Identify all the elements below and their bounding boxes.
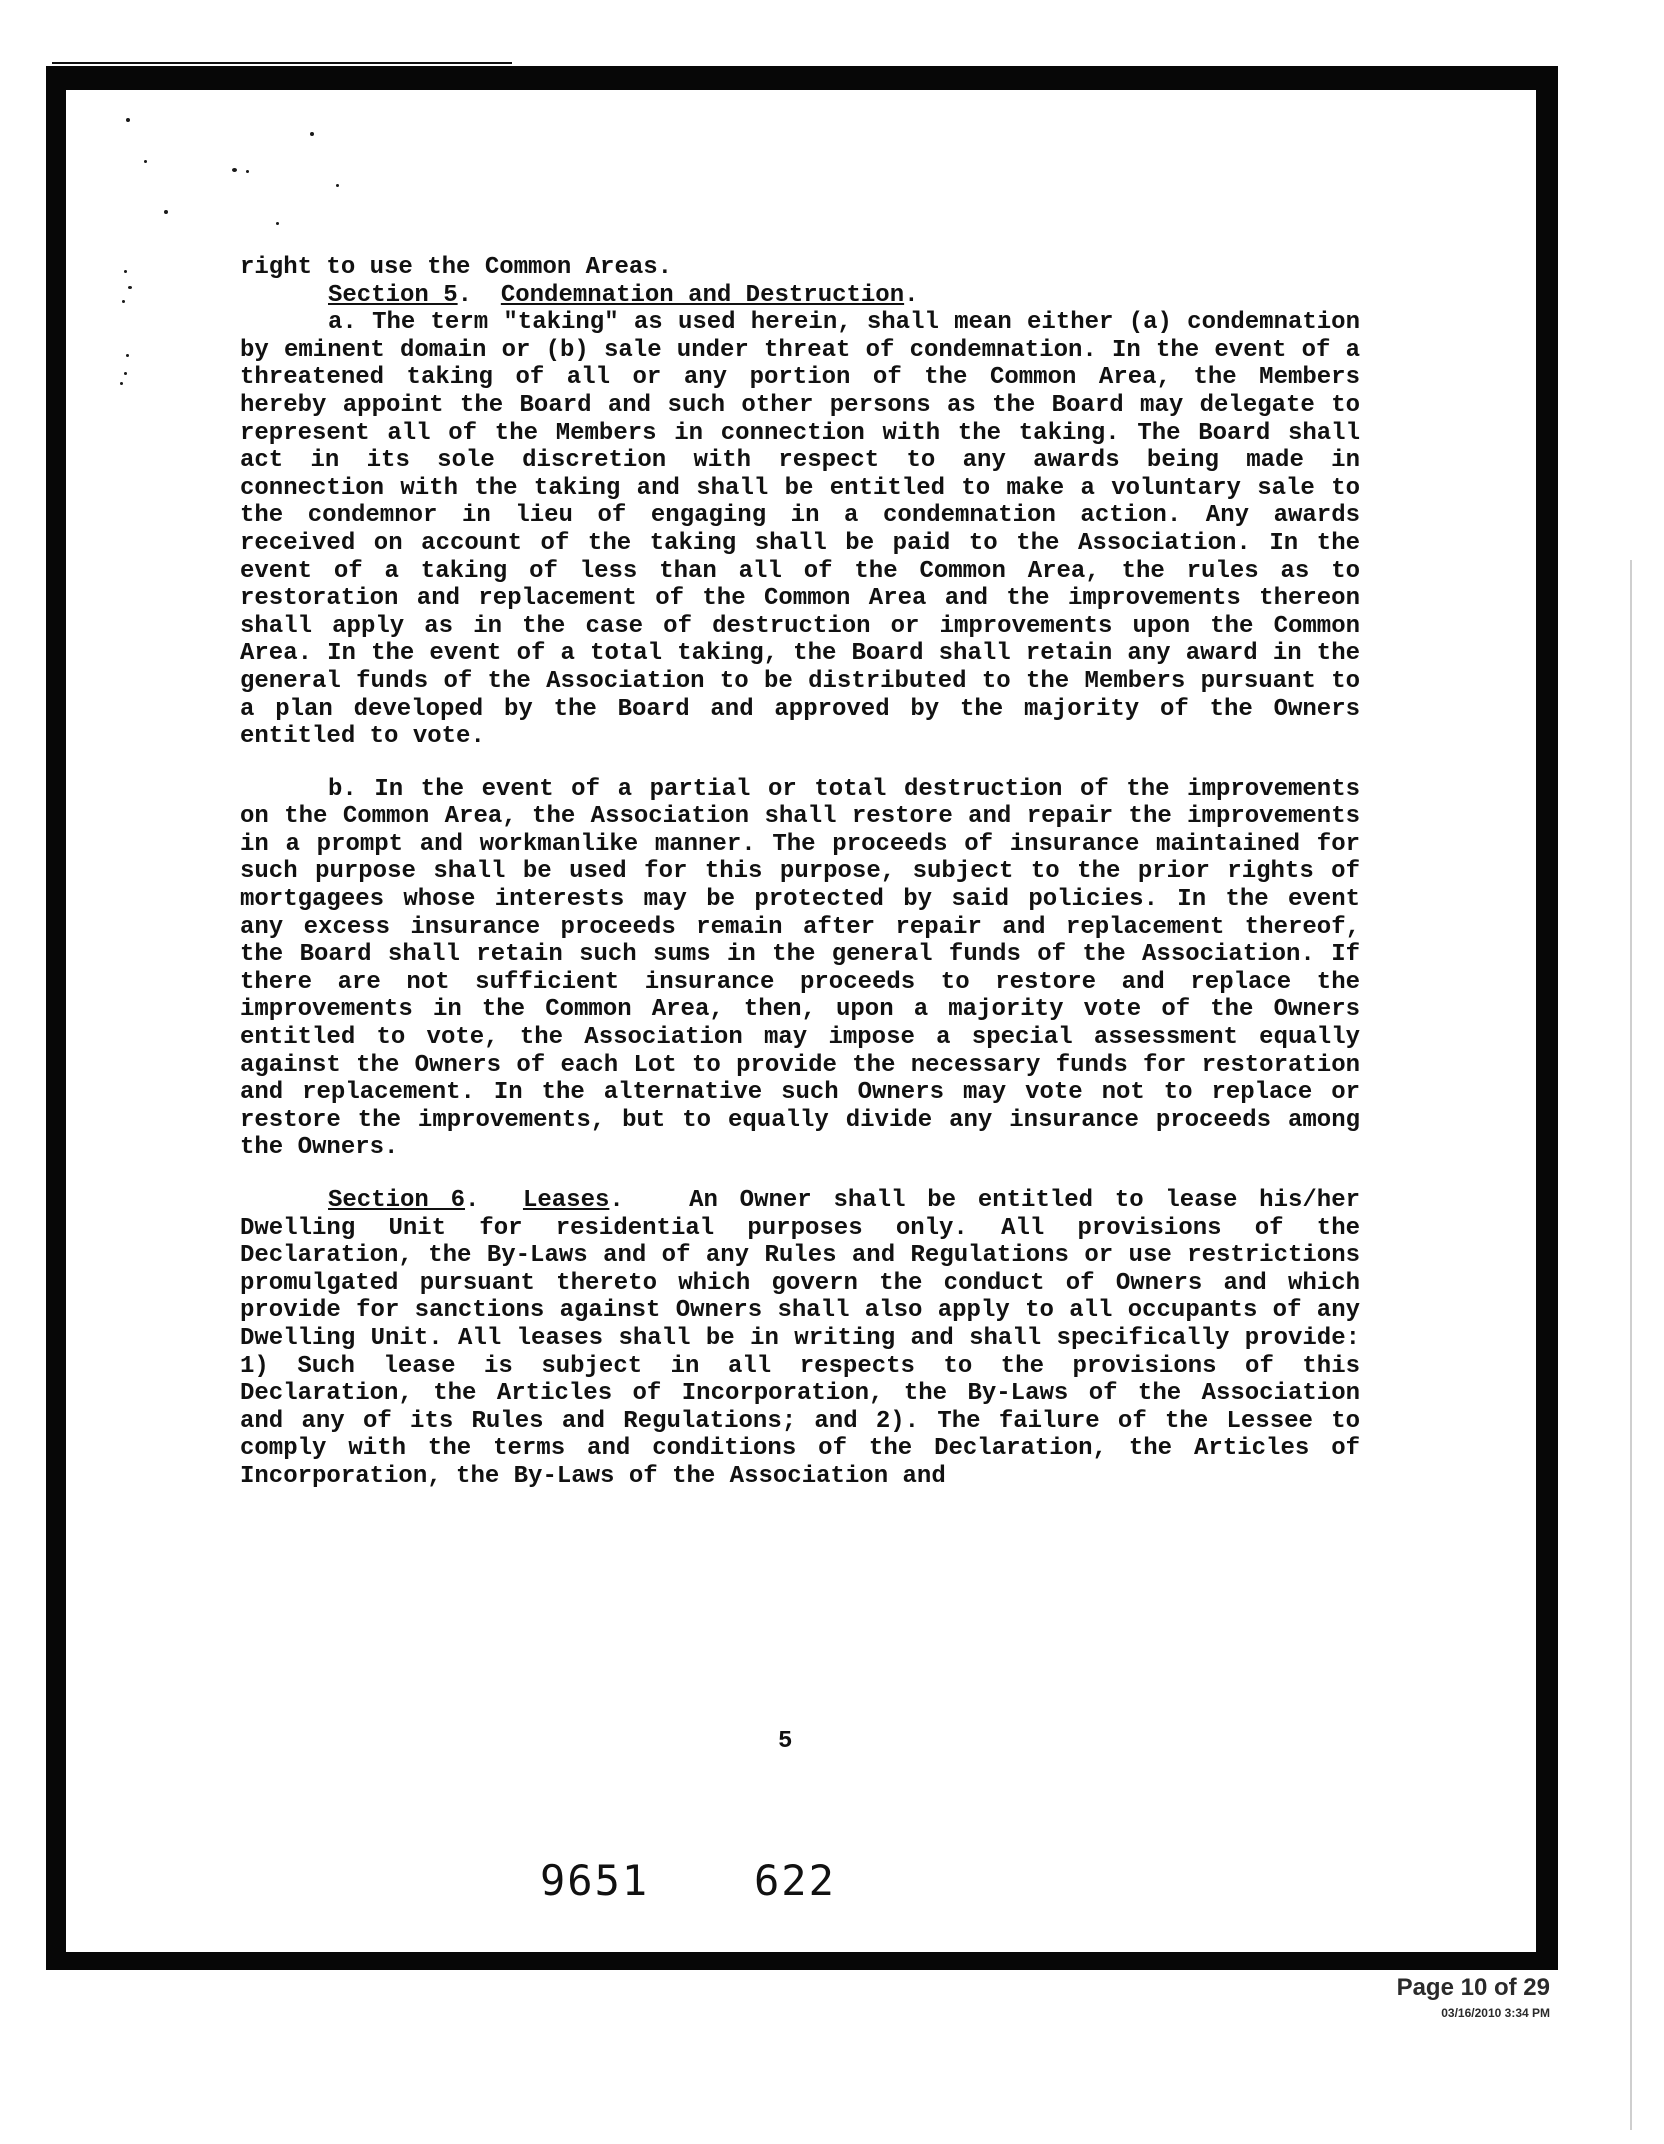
scan-speck: [124, 372, 127, 375]
scan-speck: [310, 132, 314, 136]
continuation-line: right to use the Common Areas.: [240, 254, 673, 281]
scan-speck: [232, 168, 237, 172]
paragraph-a: a. The term "taking" as used herein, shall mean either (a) condemnation by eminent domain or (b) sale under threat of condemnation. In the event of a threatened taking of all or any portion of the Common Area, the Members hereby appoint the Board and such other persons as the Board may delegate to represent all of the Members in connection with the taking. The Board shall act in its sole discretion with respect to any awards being made in connection with the taking and shall be entitled to make a voluntary sale to the condemnor in lieu of engaging in a condemnation action. Any awards received on account of the taking shall be paid to the Association. In the event of a taking of less than all of the Common Area, the rules as to restoration and replacement of the Common Area and the improvements thereon shall apply as in the case of destruction or improvements upon the Common Area. In the event of a total taking, the Board shall retain any award in the general funds of the Association to be distributed to the Members pursuant to a plan developed by the Board and approved by the majority of the Owners entitled to vote.: [240, 309, 1360, 751]
scan-speck: [144, 160, 147, 163]
section-6-title: Leases: [522, 1187, 610, 1214]
scan-speck: [126, 354, 129, 357]
page-edge-line: [1630, 560, 1632, 2130]
section-6-paragraph: Section 6. Leases. An Owner shall be entitled to lease his/her Dwelling Unit for residential purposes only. All provisions of the Declaration, the By-Laws and of any Rules and Regulations or use restrictions promulgated pursuant thereto which govern the conduct of Owners and which provide for sanctions against Owners shall also apply to all occupants of any Dwelling Unit. All leases shall be in writing and shall specifically provide: 1) Such lease is subject in all respects to the provisions of this Declaration, the Articles of Incorporation, the By-Laws of the Association and any of its Rules and Regulations; and 2). The failure of the Lessee to comply with the terms and conditions of the Declaration, the Articles of Incorporation, the By-Laws of the Association and: [240, 1187, 1361, 1490]
top-rule: [52, 62, 512, 64]
scan-speck: [164, 210, 168, 214]
scan-speck: [276, 222, 279, 225]
section-5-label: Section 5: [328, 281, 458, 309]
scan-speck: [246, 170, 249, 173]
section-6-body: An Owner shall be entitled to lease his/her Dwelling Unit for residential purposes only. All provisions of the Declaration, the By-Laws and of any Rules and Regulations or use restrictions promulgated pursuant thereto which govern the conduct of Owners and which provide for sanctions against Owners shall also apply to all occupants of any Dwelling Unit. All leases shall be in writing and shall specifically provide: 1) Such lease is subject in all respects to the provisions of this Declaration, the Articles of Incorporation, the By-Laws of the Association and any of its Rules and Regulations; and 2). The failure of the Lessee to comply with the terms and conditions of the Declaration, the Articles of Incorporation, the By-Laws of the Association and: [240, 1187, 1361, 1490]
section-5-heading: Section 5. Condemnation and Destruction.: [328, 281, 919, 309]
section-6-label: Section 6: [328, 1187, 465, 1214]
scan-speck: [126, 118, 130, 122]
scan-speck: [124, 270, 127, 273]
document-body: [240, 254, 1360, 1491]
scan-speck: [128, 286, 132, 289]
section-5-title: Condemnation and Destruction: [500, 281, 905, 309]
scan-speck: [120, 382, 123, 385]
print-timestamp: 03/16/2010 3:34 PM: [1441, 2006, 1550, 2020]
paragraph-b: b. In the event of a partial or total destruction of the improvements on the Common Area, the Association shall restore and repair the improvements in a prompt and workmanlike manner. The proceeds of insurance maintained for such purpose shall be used for this purpose, subject to the prior rights of mortgagees whose interests may be protected by said policies. In the event any excess insurance proceeds remain after repair and replacement thereof, the Board shall retain such sums in the general funds of the Association. If there are not sufficient insurance proceeds to restore and replace the improvements in the Common Area, then, upon a majority vote of the Owners entitled to vote, the Association may impose a special assessment equally against the Owners of each Lot to provide the necessary funds for restoration and replacement. In the alternative such Owners may vote not to replace or restore the improvements, but to equally divide any insurance proceeds among the Owners.: [240, 775, 1360, 1162]
book-stamp: 9651: [540, 1856, 650, 1905]
scan-speck: [122, 300, 125, 303]
page-count-label: Page 10 of 29: [1396, 1974, 1550, 2001]
scan-speck: [336, 184, 339, 187]
page-number: 5: [778, 1728, 793, 1755]
page-stamp: 622: [754, 1856, 836, 1905]
